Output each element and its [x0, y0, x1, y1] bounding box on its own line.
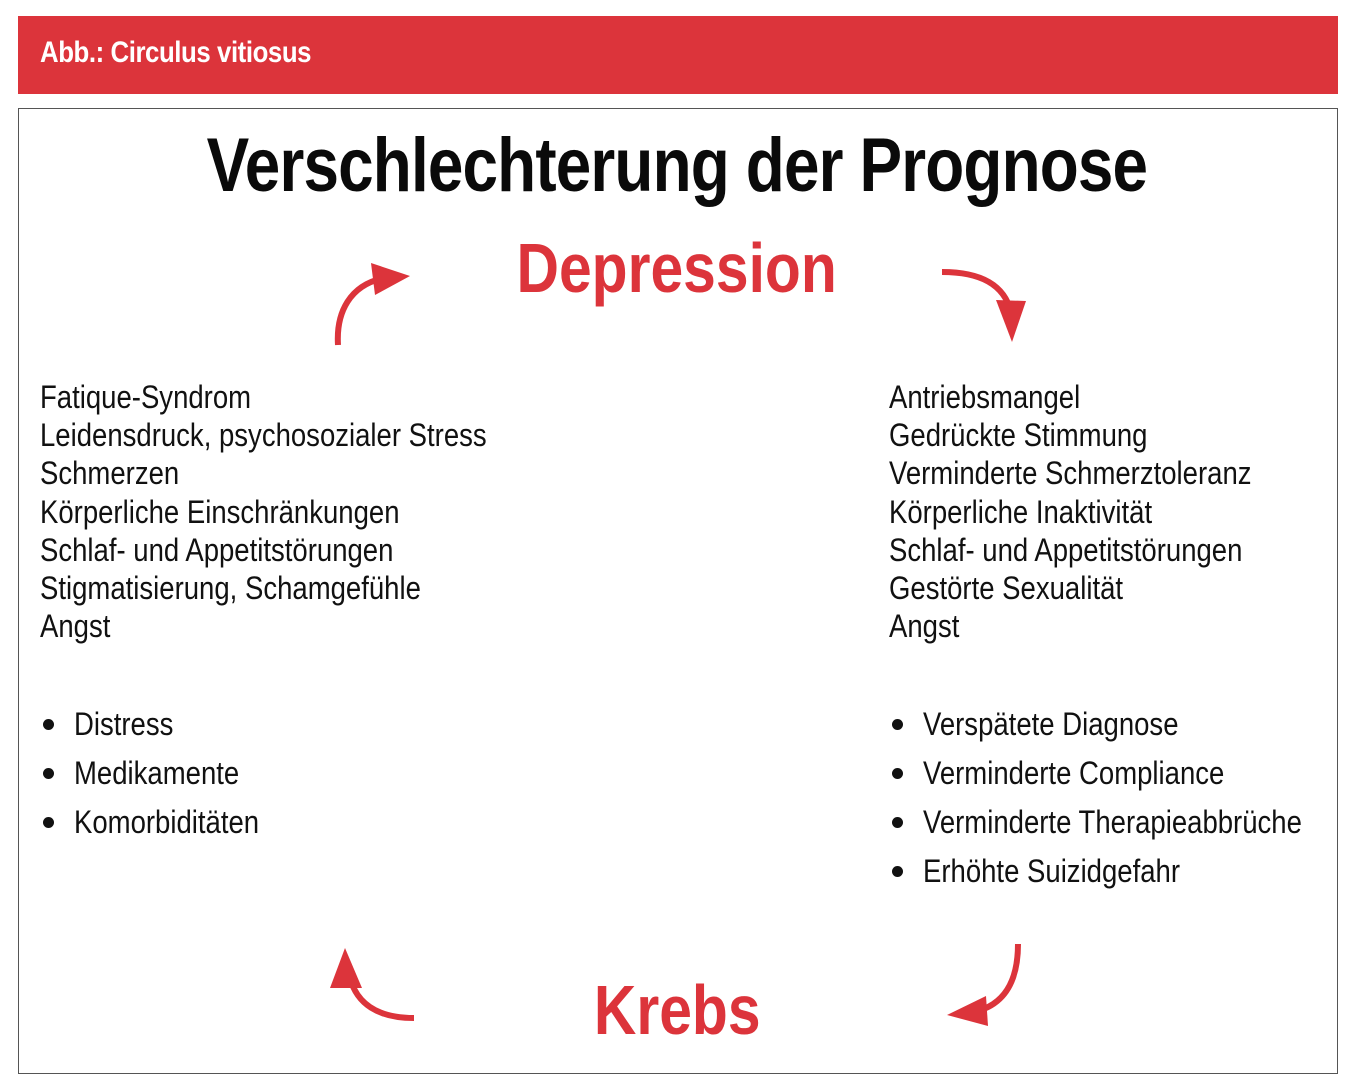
list-item: Leidensdruck, psychosozialer Stress [40, 417, 487, 454]
list-item: Gestörte Sexualität [889, 570, 1124, 607]
right-factor-list [889, 378, 1311, 645]
list-item: Körperliche Inaktivität [889, 493, 1153, 530]
list-item: Gedrückte Stimmung [889, 417, 1148, 454]
bullet-item [889, 700, 1354, 749]
bullet-item [889, 847, 1354, 896]
list-item: Angst [889, 608, 960, 645]
node-depression-label: Depression [516, 229, 838, 307]
bullet-item-label: Komorbiditäten [74, 804, 260, 840]
list-item: Antriebsmangel [889, 379, 1081, 415]
bullet-item-label: Erhöhte Suizidgefahr [923, 853, 1181, 889]
bullet-item-label: Verspätete Diagnose [923, 706, 1179, 742]
bullet-item [889, 749, 1354, 798]
list-item: Angst [40, 608, 111, 645]
diagram-title-text: Verschlechterung der Prognose [206, 123, 1148, 208]
figure-caption: Abb.: Circulus vitiosus [40, 36, 312, 69]
list-item: Fatique-Syndrom [40, 379, 252, 415]
bullet-item-label: Medikamente [74, 755, 240, 791]
list-item: Körperliche Einschränkungen [40, 493, 400, 530]
diagram-title [0, 122, 1354, 209]
bullet-item [40, 700, 289, 749]
header-bar [18, 16, 1338, 94]
list-item: Schlaf- und Appetitstörungen [889, 531, 1243, 568]
list-item: Schmerzen [40, 455, 180, 492]
bullet-item-label: Distress [74, 706, 174, 742]
node-krebs [0, 970, 1354, 1050]
bullet-item-label: Verminderte Therapieabbrüche [923, 804, 1302, 840]
list-item: Stigmatisierung, Schamgefühle [40, 570, 421, 607]
left-factor-list [40, 378, 559, 645]
bullet-item [40, 749, 289, 798]
bullet-item [40, 798, 289, 847]
bullet-item [889, 798, 1354, 847]
bullet-item-label: Verminderte Compliance [923, 755, 1225, 791]
left-bullet-list [40, 700, 289, 847]
list-item: Schlaf- und Appetitstörungen [40, 531, 394, 568]
node-depression [0, 228, 1354, 308]
list-item: Verminderte Schmerztoleranz [889, 455, 1252, 492]
node-krebs-label: Krebs [593, 971, 761, 1049]
right-bullet-list [889, 700, 1354, 896]
